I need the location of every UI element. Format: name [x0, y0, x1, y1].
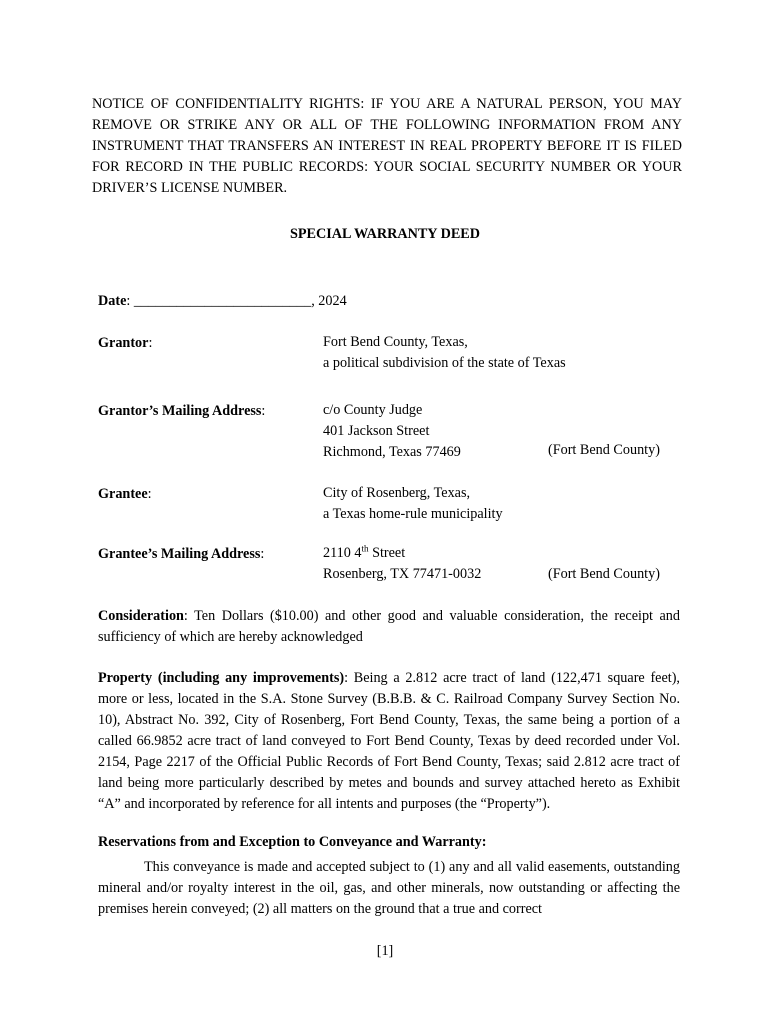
grantor-address-line-2: 401 Jackson Street [323, 423, 430, 439]
date-label: Date [98, 293, 127, 309]
deed-title: SPECIAL WARRANTY DEED [290, 226, 480, 242]
grantee-county: (Fort Bend County) [548, 566, 660, 582]
grantor-label-row: Grantor: [98, 335, 153, 351]
grantee-value [323, 483, 503, 525]
grantee-line-1: City of Rosenberg, Texas, [323, 485, 471, 501]
grantor-address-label-row: Grantor’s Mailing Address: [98, 403, 266, 419]
grantee-address-label: Grantee’s Mailing Address [98, 546, 261, 562]
grantor-line-2: a political subdivision of the state of Texas [323, 355, 566, 371]
grantee-address-line-2: Rosenberg, TX 77471-0032 [323, 566, 482, 582]
grantor-line-1: Fort Bend County, Texas, [323, 334, 468, 350]
grantee-address-label-row: Grantee’s Mailing Address: [98, 546, 265, 562]
property-paragraph [98, 668, 680, 815]
consideration-text: : Ten Dollars ($10.00) and other good and valuable consideration, the receipt and sufficiency of which are hereby acknowledged [98, 608, 680, 645]
page-number: [1] [376, 943, 394, 959]
property-text: : Being a 2.812 acre tract of land (122,471 square feet), more or less, located in the S.A. Stone Survey (B.B.B. & C. Railroad Company Survey Section No. 10), Abstract No. 392, City of Rosenberg, Fort Bend County, Texas, the same being a portion of a called 66.9852 acre tract of land conveyed to Fort Bend County, Texas by deed recorded under Vol. 2154, Page 2217 of the Official Public Records of Fort Bend County, Texas; said 2.812 acre tract of land being more particularly described by metes and bounds and survey attached hereto as Exhibit “A” and incorporated by reference for all intents and purposes (the “Property”). [98, 670, 680, 812]
grantor-address-value [323, 400, 461, 463]
grantee-line-2: a Texas home-rule municipality [323, 506, 503, 522]
reservations-heading: Reservations from and Exception to Conveyance and Warranty: [98, 834, 487, 850]
grantee-address-street: 2110 4th Street [323, 543, 406, 561]
grantee-address-value [323, 543, 481, 585]
confidentiality-notice: NOTICE OF CONFIDENTIALITY RIGHTS: IF YOU ARE A NATURAL PERSON, YOU MAY REMOVE OR STRIKE ANY OR ALL OF THE FOLLOWING INFORMATION FROM ANY INSTRUMENT THAT TRANSFERS AN INTEREST IN REAL PROPERTY BEFORE IT IS FILED FOR RECORD IN THE PUBLIC RECORDS: YOUR SOCIAL SECURITY NUMBER OR YOUR DRIVER’S LICENSE NUMBER. [92, 96, 682, 196]
grantee-label: Grantee [98, 486, 148, 502]
reservations-text: This conveyance is made and accepted subject to (1) any and all valid easements, outstanding mineral and/or royalty interest in the oil, gas, and other minerals, now outstanding or affecting the premises herein conveyed; (2) all matters on the ground that a true and correct [98, 859, 680, 917]
date-value: : _________________________, 2024 [126, 293, 347, 309]
grantor-address-line-3: Richmond, Texas 77469 [323, 444, 461, 460]
grantor-county: (Fort Bend County) [548, 442, 660, 458]
grantor-value [323, 332, 566, 374]
grantor-address-line-1: c/o County Judge [323, 402, 423, 418]
property-label: Property (including any improvements) [98, 670, 345, 686]
grantor-address-label: Grantor’s Mailing Address [98, 403, 262, 419]
consideration-paragraph [98, 606, 680, 648]
grantee-label-row: Grantee: [98, 486, 152, 502]
date-row [98, 293, 347, 310]
consideration-label: Consideration [98, 608, 184, 624]
grantor-label: Grantor [98, 335, 149, 351]
